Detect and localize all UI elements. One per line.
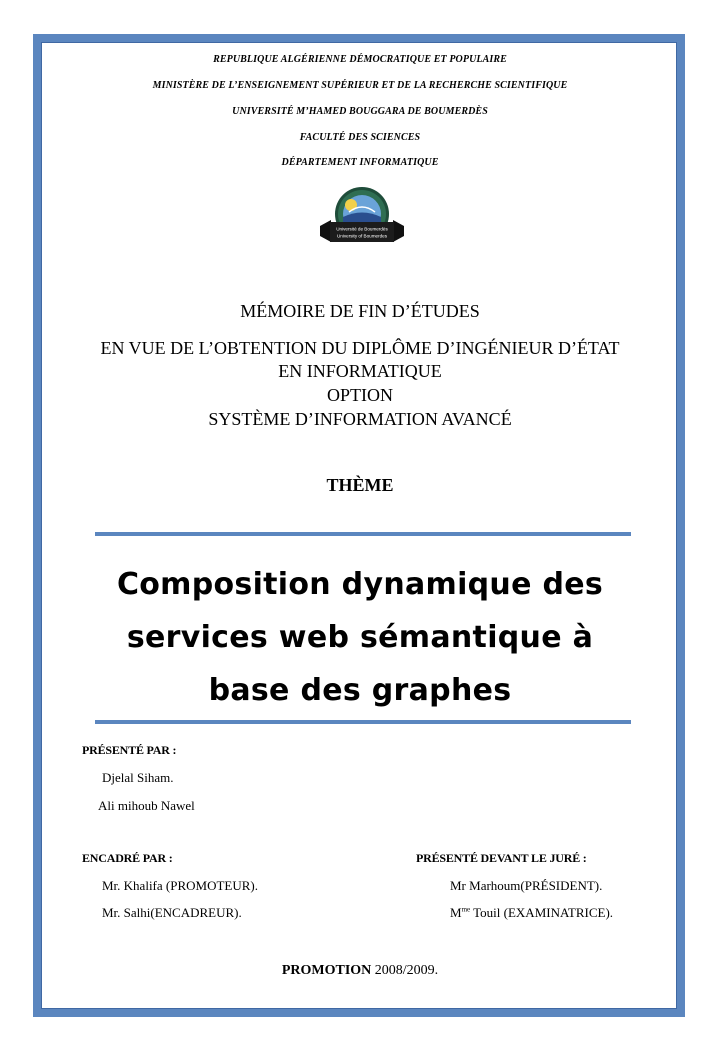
student-name-1: Djelal Siham. [102,770,174,785]
supervisor-1: Mr. Khalifa (PROMOTEUR). [102,878,258,893]
presented-by-label: PRÉSENTÉ PAR : [82,743,177,757]
promotion-label: PROMOTION [281,963,372,978]
university-logo [316,184,408,250]
memoire-option-label: OPTION [327,385,393,405]
header-faculty: FACULTÉ DES SCIENCES [299,132,421,143]
supervised-by-label: ENCADRÉ PAR : [82,851,173,865]
header-republic: REPUBLIQUE ALGÉRIENNE DÉMOCRATIQUE ET POPULAIRE [213,54,507,65]
promotion-years: 2008/2009. [374,963,439,978]
jury-member-2-prefix: M [450,905,462,920]
title-bottom-rule [95,720,631,724]
logo-banner-text-2: University of Boumerdes [336,233,388,239]
thesis-title-line-2: services web sémantique à [126,620,594,655]
title-top-rule [95,532,631,536]
header-department: DÉPARTEMENT INFORMATIQUE [281,157,439,168]
thesis-title [0,558,720,717]
student-name-2: Ali mihoub Nawel [98,798,195,813]
header-university: UNIVERSITÉ M’HAMED BOUGGARA DE BOUMERDÈS [232,106,488,117]
jury-member-2-name: Touil (EXAMINATRICE). [470,905,614,920]
promotion [0,963,720,979]
logo-banner-text-1: Université de Boumerdès [336,226,388,232]
memoire-option: SYSTÈME D’INFORMATION AVANCÉ [208,409,512,429]
header-ministry: MINISTÈRE DE L’ENSEIGNEMENT SUPÉRIEUR ET DE LA RECHERCHE SCIENTIFIQUE [152,80,568,91]
jury-member-1: Mr Marhoum(PRÉSIDENT). [450,878,603,893]
thesis-title-line-3: base des graphes [208,673,512,708]
jury-label: PRÉSENTÉ DEVANT LE JURÉ : [416,851,587,865]
page-border [33,34,685,1017]
theme-label: THÈME [326,475,394,495]
memoire-field: EN INFORMATIQUE [278,361,442,381]
thesis-title-line-1: Composition dynamique des [116,567,604,602]
supervisor-2: Mr. Salhi(ENCADREUR). [102,905,242,920]
jury-member-2-superscript: me [461,905,471,914]
memoire-heading: MÉMOIRE DE FIN D’ÉTUDES [240,301,480,321]
memoire-diploma: EN VUE DE L’OBTENTION DU DIPLÔME D’INGÉNIEUR D’ÉTAT [100,338,620,358]
jury-member-2 [450,905,613,921]
